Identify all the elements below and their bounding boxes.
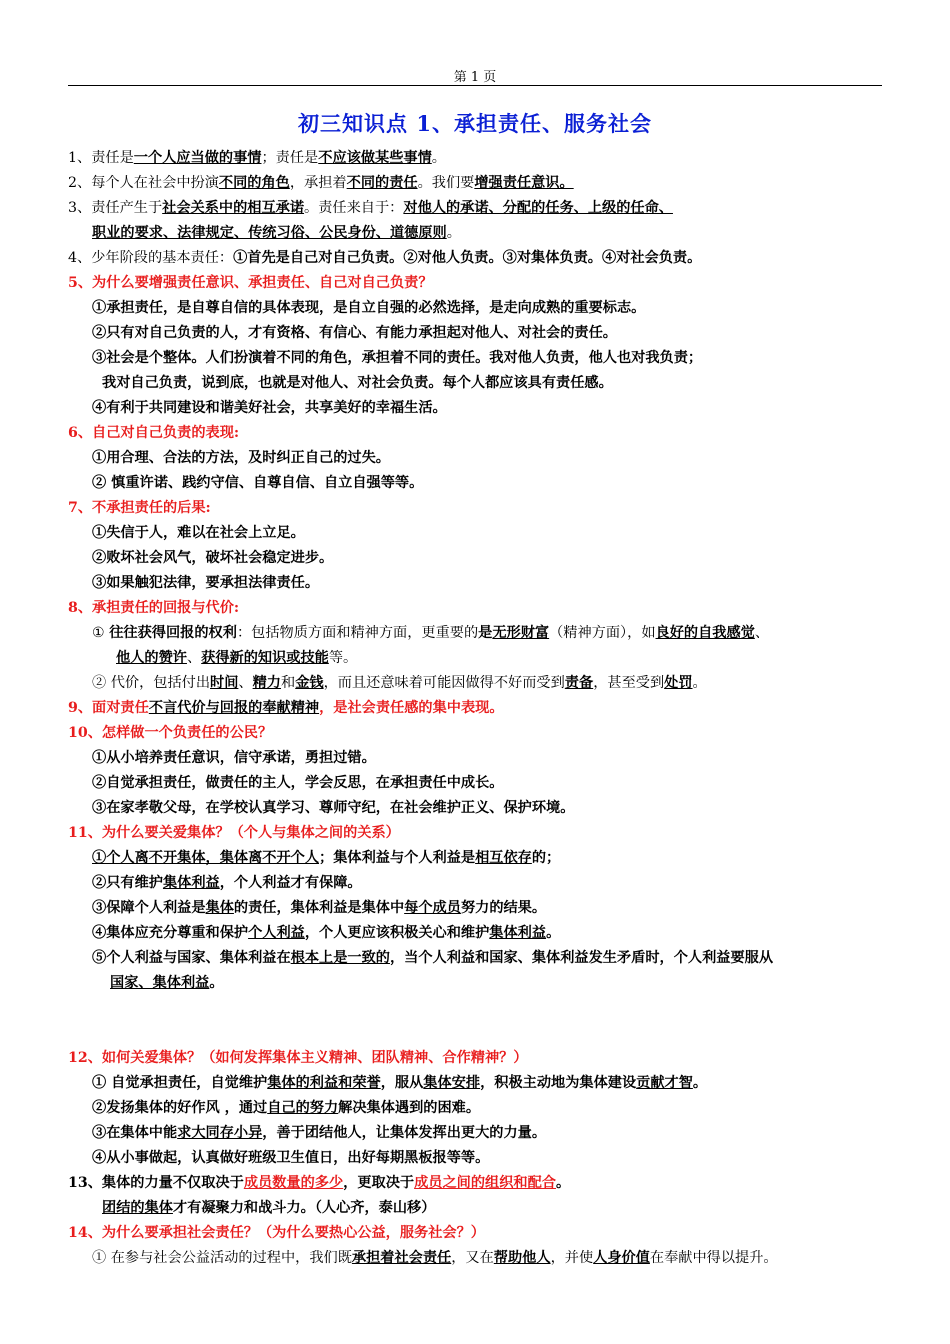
text-segment: ，是社会责任感的集中表现。 <box>319 700 504 716</box>
text-segment: （精神方面），如 <box>549 625 656 641</box>
text-segment: ① <box>92 625 110 641</box>
text-segment: ，而且还意味着可能因做得不好而受到 <box>323 675 565 691</box>
text-segment: ②只有维护 <box>92 875 163 891</box>
text-segment: 集体安排 <box>423 1075 481 1091</box>
spacer <box>68 996 898 1046</box>
text-segment: ①承担责任，是自尊自信的具体表现，是自立自强的必然选择，是走向成熟的重要标志。 <box>92 300 646 316</box>
text-segment: ③在集体中能 <box>92 1125 178 1141</box>
text-line <box>68 971 898 996</box>
text-line <box>68 546 898 571</box>
text-line <box>68 946 898 971</box>
text-segment: 往往获得回报的权利 <box>109 625 237 641</box>
text-segment: 3、责任产生于 <box>68 200 163 216</box>
text-segment: 。 <box>692 675 707 691</box>
text-segment: 贡献才智 <box>636 1075 693 1091</box>
text-segment: 14、为什么要承担社会责任？（为什么要热心公益，服务社会？） <box>68 1225 485 1241</box>
text-segment: 才有凝聚力和战斗力。（人心齐，泰山移） <box>172 1200 436 1216</box>
text-line <box>68 796 898 821</box>
text-segment: 集体 <box>205 900 234 916</box>
text-line <box>68 1196 898 1221</box>
text-segment: 等。 <box>328 650 358 666</box>
text-segment: 相互依存 <box>475 850 532 866</box>
text-line <box>68 646 898 671</box>
text-segment: 5、为什么要增强责任意识、承担责任、自己对自己负责？ <box>68 275 433 291</box>
text-segment: ③在家孝敬父母，在学校认真学习、尊师守纪，在社会维护正义、保护环境。 <box>92 800 575 816</box>
text-line <box>68 871 898 896</box>
text-segment: 4、少年阶段的基本责任： <box>68 250 234 266</box>
text-segment: 的； <box>531 850 561 866</box>
text-line <box>68 346 898 371</box>
text-segment: ，更取决于 <box>343 1175 415 1191</box>
header-rule <box>68 85 882 86</box>
text-segment: ，服从 <box>380 1075 424 1091</box>
text-segment: ；责任是 <box>261 150 319 166</box>
text-segment: ③社会是个整体。人们扮演着不同的角色，承担着不同的责任。我对他人负责，他人也对我负责； <box>92 350 703 366</box>
text-segment: ②发扬集体的好作风 ，通过 <box>92 1100 268 1116</box>
text-segment: 团结的集体 <box>102 1200 173 1216</box>
text-segment: 、 <box>754 625 770 641</box>
text-segment: ，甚至受到 <box>593 675 665 691</box>
text-segment: 无形财富 <box>492 625 550 641</box>
text-segment: ；集体利益与个人利益是 <box>319 850 476 866</box>
text-line <box>68 496 898 521</box>
text-segment: ，承担着 <box>289 175 347 191</box>
text-segment: 。我们要 <box>417 175 475 191</box>
text-segment: 职业的要求、法律规定、传统习俗、公民身份、道德原则 <box>92 225 447 241</box>
text-segment: ②败坏社会风气，破坏社会稳定进步。 <box>92 550 334 566</box>
text-segment: ，当个人利益和国家、集体利益发生矛盾时，个人利益要服从 <box>389 950 774 966</box>
text-segment: ，个人利益才有保障。 <box>219 875 362 891</box>
text-line <box>68 421 898 446</box>
text-segment: 的责任，集体利益是集体中 <box>233 900 405 916</box>
text-line <box>68 446 898 471</box>
text-line <box>68 371 898 396</box>
text-line <box>68 1096 898 1121</box>
text-segment: 自己的努力 <box>267 1100 339 1116</box>
text-segment: 8、承担责任的回报与代价: <box>68 600 240 616</box>
text-segment: 。 <box>431 150 446 166</box>
text-segment: 集体的利益和荣誉 <box>267 1075 381 1091</box>
text-segment: 。 <box>546 925 561 941</box>
text-segment: ，善于团结他人，让集体发挥出更大的力量。 <box>262 1125 547 1141</box>
text-segment: 在奉献中得以提升。 <box>649 1250 778 1266</box>
text-segment: 集体利益 <box>489 925 547 941</box>
text-line <box>68 1221 898 1246</box>
text-line <box>68 246 898 271</box>
text-segment: 成员数量的多少 <box>243 1175 344 1191</box>
text-line <box>68 721 898 746</box>
text-segment: 个人利益 <box>248 925 305 941</box>
text-segment: 不应该做某些事情 <box>318 150 432 166</box>
text-line <box>68 1121 898 1146</box>
text-segment: 解决集体遇到的困难。 <box>338 1100 481 1116</box>
text-segment: 11、为什么要关爱集体？（个人与集体之间的关系） <box>68 825 400 841</box>
text-line <box>68 146 898 171</box>
text-segment: 10、怎样做一个负责任的公民？ <box>68 725 273 741</box>
text-segment: ，积极主动地为集体建设 <box>480 1075 637 1091</box>
text-segment: 不同的责任 <box>346 175 418 191</box>
text-segment: ①个人离不开集体，集体离不开个人 <box>92 850 320 866</box>
text-segment: 6、自己对自己负责的表现: <box>68 425 240 441</box>
text-segment: ②只有对自己负责的人，才有资格、有信心、有能力承担起对他人、对社会的责任。 <box>92 325 617 341</box>
text-line <box>68 1146 898 1171</box>
text-segment: 9、面对责任 <box>68 700 149 716</box>
page-header: 第 1 页 <box>453 70 497 85</box>
text-segment: 2、每个人在社会中扮演 <box>68 175 219 191</box>
text-segment: 良好的自我感觉 <box>655 625 755 641</box>
text-segment: ①用合理、合法的方法，及时纠正自己的过失。 <box>92 450 390 466</box>
text-segment: ④从小事做起，认真做好班级卫生值日，出好每期黑板报等等。 <box>92 1150 490 1166</box>
text-line <box>68 221 898 246</box>
text-segment: ，个人更应该积极关心和维护 <box>304 925 490 941</box>
text-segment: 时间 <box>210 675 239 691</box>
text-segment: 不同的角色 <box>218 175 290 191</box>
text-segment: 12、如何关爱集体？（如何发挥集体主义精神、团队精神、合作精神？） <box>68 1050 528 1066</box>
text-line <box>68 171 898 196</box>
text-segment: ，并使 <box>550 1250 594 1266</box>
text-segment: ① 自觉承担责任，自觉维护 <box>92 1075 268 1091</box>
text-segment: 和 <box>281 675 296 691</box>
text-segment: 对他人的承诺、分配的任务、上级的任命、 <box>403 200 673 216</box>
text-segment: 、 <box>238 675 253 691</box>
text-segment: 处罚 <box>664 675 693 691</box>
text-segment: 金钱 <box>295 675 324 691</box>
text-segment: ② 代价，包括付出 <box>92 675 211 691</box>
text-line <box>68 471 898 496</box>
text-segment: ④有利于共同建设和谐美好社会，共享美好的幸福生活。 <box>92 400 447 416</box>
text-segment: 每个成员 <box>404 900 461 916</box>
text-segment: 人身价值 <box>593 1250 650 1266</box>
text-segment: ① 在参与社会公益活动的过程中，我们既 <box>92 1250 352 1266</box>
text-segment: 。 <box>555 1175 571 1191</box>
text-segment: ①失信于人，难以在社会上立足。 <box>92 525 305 541</box>
text-segment: ①首先是自己对自己负责。②对他人负责。③对集体负责。④对社会负责。 <box>233 250 702 266</box>
text-segment: 求大同存小异 <box>177 1125 263 1141</box>
text-line <box>68 321 898 346</box>
text-line <box>68 296 898 321</box>
text-line <box>68 671 898 696</box>
text-line <box>68 571 898 596</box>
text-line <box>68 621 898 646</box>
text-segment: 根本上是一致的 <box>290 950 390 966</box>
text-line <box>68 846 898 871</box>
text-segment: ：包括物质方面和精神方面，更重要的 <box>236 625 479 641</box>
text-line <box>68 1071 898 1096</box>
text-line <box>68 1046 898 1071</box>
text-line <box>68 1171 898 1196</box>
text-segment: 。责任来自于： <box>304 200 404 216</box>
text-segment: 一个人应当做的事情 <box>133 150 262 166</box>
text-segment: 社会关系中的相互承诺 <box>162 200 305 216</box>
text-segment: 集体利益 <box>162 875 220 891</box>
text-segment: ③如果触犯法律，要承担法律责任。 <box>92 575 320 591</box>
text-segment: 他人的赞许 <box>116 650 187 666</box>
text-line <box>68 196 898 221</box>
text-segment: 7、不承担责任的后果: <box>68 500 211 516</box>
text-line <box>68 921 898 946</box>
text-segment: 我对自己负责，说到底，也就是对他人、对社会负责。每个人都应该具有责任感。 <box>102 375 613 391</box>
text-segment: 。 <box>446 225 461 241</box>
text-segment: 责备 <box>564 675 594 691</box>
text-line <box>68 396 898 421</box>
text-segment: 是 <box>478 625 493 641</box>
text-segment: 承担着社会责任 <box>351 1250 452 1266</box>
document-title: 初三知识点 1、承担责任、服务社会 <box>298 111 652 136</box>
text-line <box>68 271 898 296</box>
text-line <box>68 596 898 621</box>
text-line <box>68 696 898 721</box>
text-segment: 1、责任是 <box>68 150 134 166</box>
text-line <box>68 771 898 796</box>
text-segment: ⑤个人利益与国家、集体利益在 <box>92 950 291 966</box>
text-segment: 成员之间的组织和配合 <box>414 1175 556 1191</box>
text-segment: 努力的结果。 <box>460 900 547 916</box>
text-segment: 帮助他人 <box>493 1250 551 1266</box>
text-segment: 精力 <box>252 675 281 691</box>
text-segment: 。 <box>692 1075 708 1091</box>
text-segment: ②自觉承担责任，做责任的主人，学会反思，在承担责任中成长。 <box>92 775 504 791</box>
text-segment: ①从小培养责任意识，信守承诺，勇担过错。 <box>92 750 376 766</box>
text-segment: ② 慎重许诺、践约守信、自尊自信、自立自强等等。 <box>92 475 424 491</box>
text-line <box>68 746 898 771</box>
text-segment: 增强责任意识。 <box>474 175 574 191</box>
text-segment: ④集体应充分尊重和保护 <box>92 925 249 941</box>
text-segment: 国家、集体利益 <box>110 975 210 991</box>
text-segment: 获得新的知识或技能 <box>201 650 329 666</box>
text-segment: ，又在 <box>451 1250 494 1266</box>
text-line <box>68 896 898 921</box>
text-segment: ③保障个人利益是 <box>92 900 206 916</box>
text-segment: 。 <box>209 975 224 991</box>
text-line <box>68 1246 898 1271</box>
text-segment: 不言代价与回报的奉献精神 <box>148 700 320 716</box>
text-segment: 、 <box>186 650 202 666</box>
text-segment: 13、集体的力量不仅取决于 <box>68 1175 244 1191</box>
text-line <box>68 821 898 846</box>
document-body <box>68 146 898 1271</box>
text-line <box>68 521 898 546</box>
